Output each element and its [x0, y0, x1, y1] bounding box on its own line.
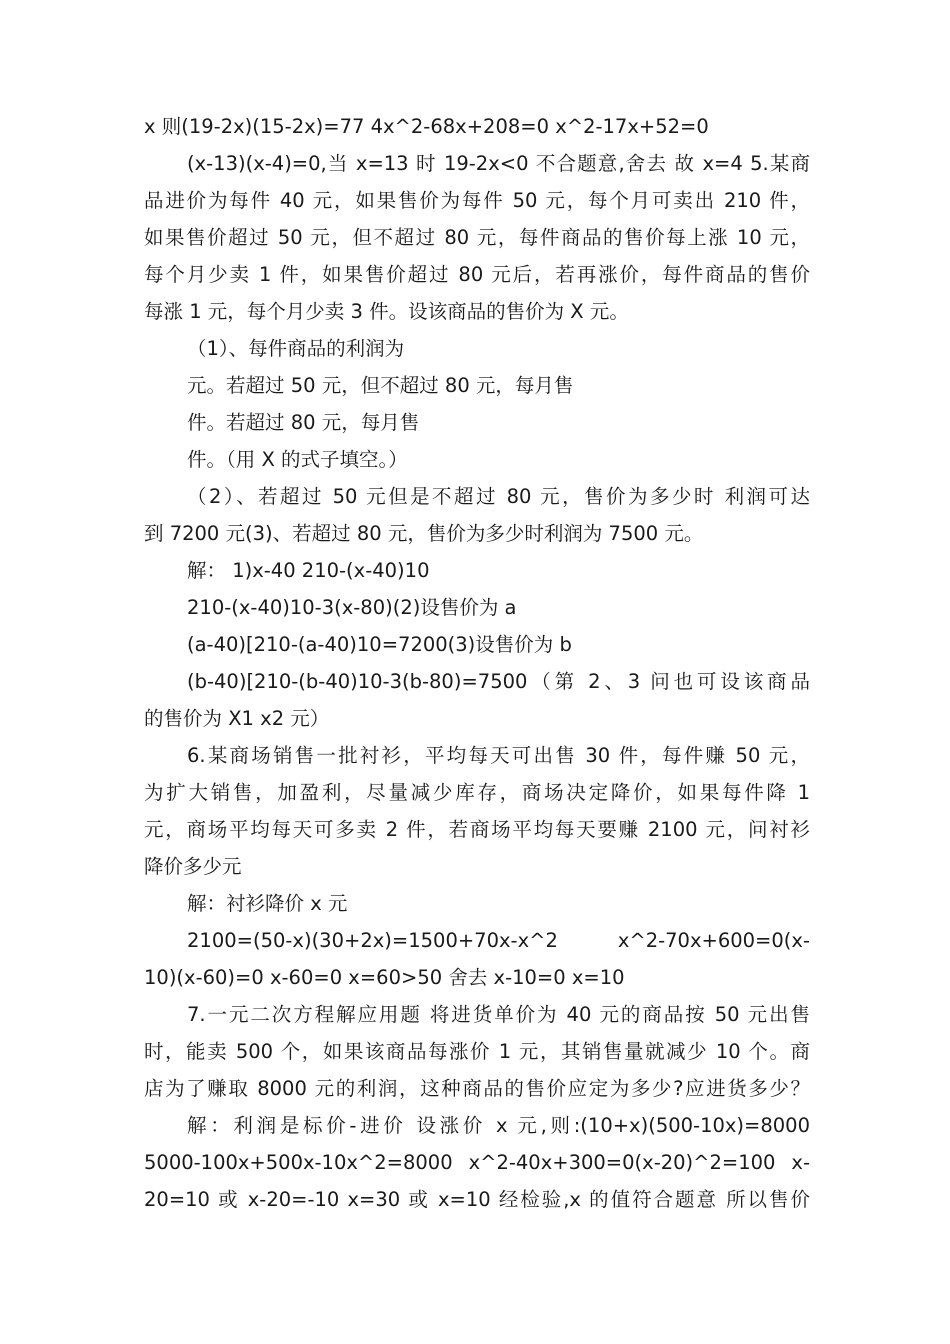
text-line: 元。若超过 50 元，但不超过 80 元，每月售	[187, 374, 574, 397]
text-line: 的售价为 X1 x2 元）	[144, 707, 330, 730]
text-line: 店为了赚取 8000 元的利润，这种商品的售价应定为多少?应进货多少？	[144, 1077, 810, 1100]
text-line: 件。（用 X 的式子填空。）	[187, 448, 408, 471]
text-line: 5000-100x+500x-10x^2=8000 x^2-40x+300=0(x-20)^2=100 x-	[144, 1151, 810, 1174]
text-line: 20=10 或 x-20=-10 x=30 或 x=10 经检验,x 的值符合题意 所以售价	[144, 1188, 810, 1211]
text-line: 元，商场平均每天可多卖 2 件，若商场平均每天要赚 2100 元，问衬衫	[144, 818, 810, 841]
text-line: 2100=(50-x)(30+2x)=1500+70x-x^2 x^2-70x+600=0(x-	[187, 929, 810, 952]
text-line: 每个月少卖 1 件，如果售价超过 80 元后，若再涨价，每件商品的售价	[144, 263, 810, 286]
text-line: 到 7200 元(3)、若超过 80 元，售价为多少时利润为 7500 元。	[144, 522, 704, 545]
text-line: 7.一元二次方程解应用题 将进货单价为 40 元的商品按 50 元出售	[187, 1003, 810, 1026]
text-line: 每涨 1 元，每个月少卖 3 件。设该商品的售价为 X 元。	[144, 300, 629, 323]
text-line: 解：衬衫降价 x 元	[187, 892, 348, 915]
text-line: 如果售价超过 50 元，但不超过 80 元，每件商品的售价每上涨 10 元，	[144, 226, 810, 249]
document-body	[144, 108, 810, 1218]
text-line: 时，能卖 500 个，如果该商品每涨价 1 元，其销售量就减少 10 个。商	[144, 1040, 810, 1063]
text-line: 降价多少元	[144, 855, 242, 878]
text-line: (b-40)[210-(b-40)10-3(b-80)=7500（第 2、3 问也可设该商品	[187, 670, 810, 693]
text-line: 为扩大销售，加盈利，尽量减少库存，商场决定降价，如果每件降 1	[144, 781, 810, 804]
text-line: 品进价为每件 40 元，如果售价为每件 50 元，每个月可卖出 210 件，	[144, 189, 810, 212]
text-line: （2）、若超过 50 元但是不超过 80 元，售价为多少时 利润可达	[187, 485, 810, 508]
text-line: x 则(19-2x)(15-2x)=77 4x^2-68x+208=0 x^2-17x+52=0	[144, 115, 709, 138]
text-line: 解： 1)x-40 210-(x-40)10	[187, 559, 430, 582]
text-line: 解：利润是标价-进价 设涨价 x 元,则:(10+x)(500-10x)=8000	[187, 1114, 810, 1137]
text-line: 210-(x-40)10-3(x-80)(2)设售价为 a	[187, 596, 517, 619]
text-line: (a-40)[210-(a-40)10=7200(3)设售价为 b	[187, 633, 572, 656]
text-line: 件。若超过 80 元，每月售	[187, 411, 420, 434]
text-line: （1）、每件商品的利润为	[187, 337, 405, 360]
text-line: 10)(x-60)=0 x-60=0 x=60>50 舍去 x-10=0 x=10	[144, 966, 625, 989]
text-line: 6.某商场销售一批衬衫，平均每天可出售 30 件，每件赚 50 元，	[187, 744, 810, 767]
text-line: (x-13)(x-4)=0,当 x=13 时 19-2x<0 不合题意,舍去 故 x=4 5.某商	[187, 152, 810, 175]
